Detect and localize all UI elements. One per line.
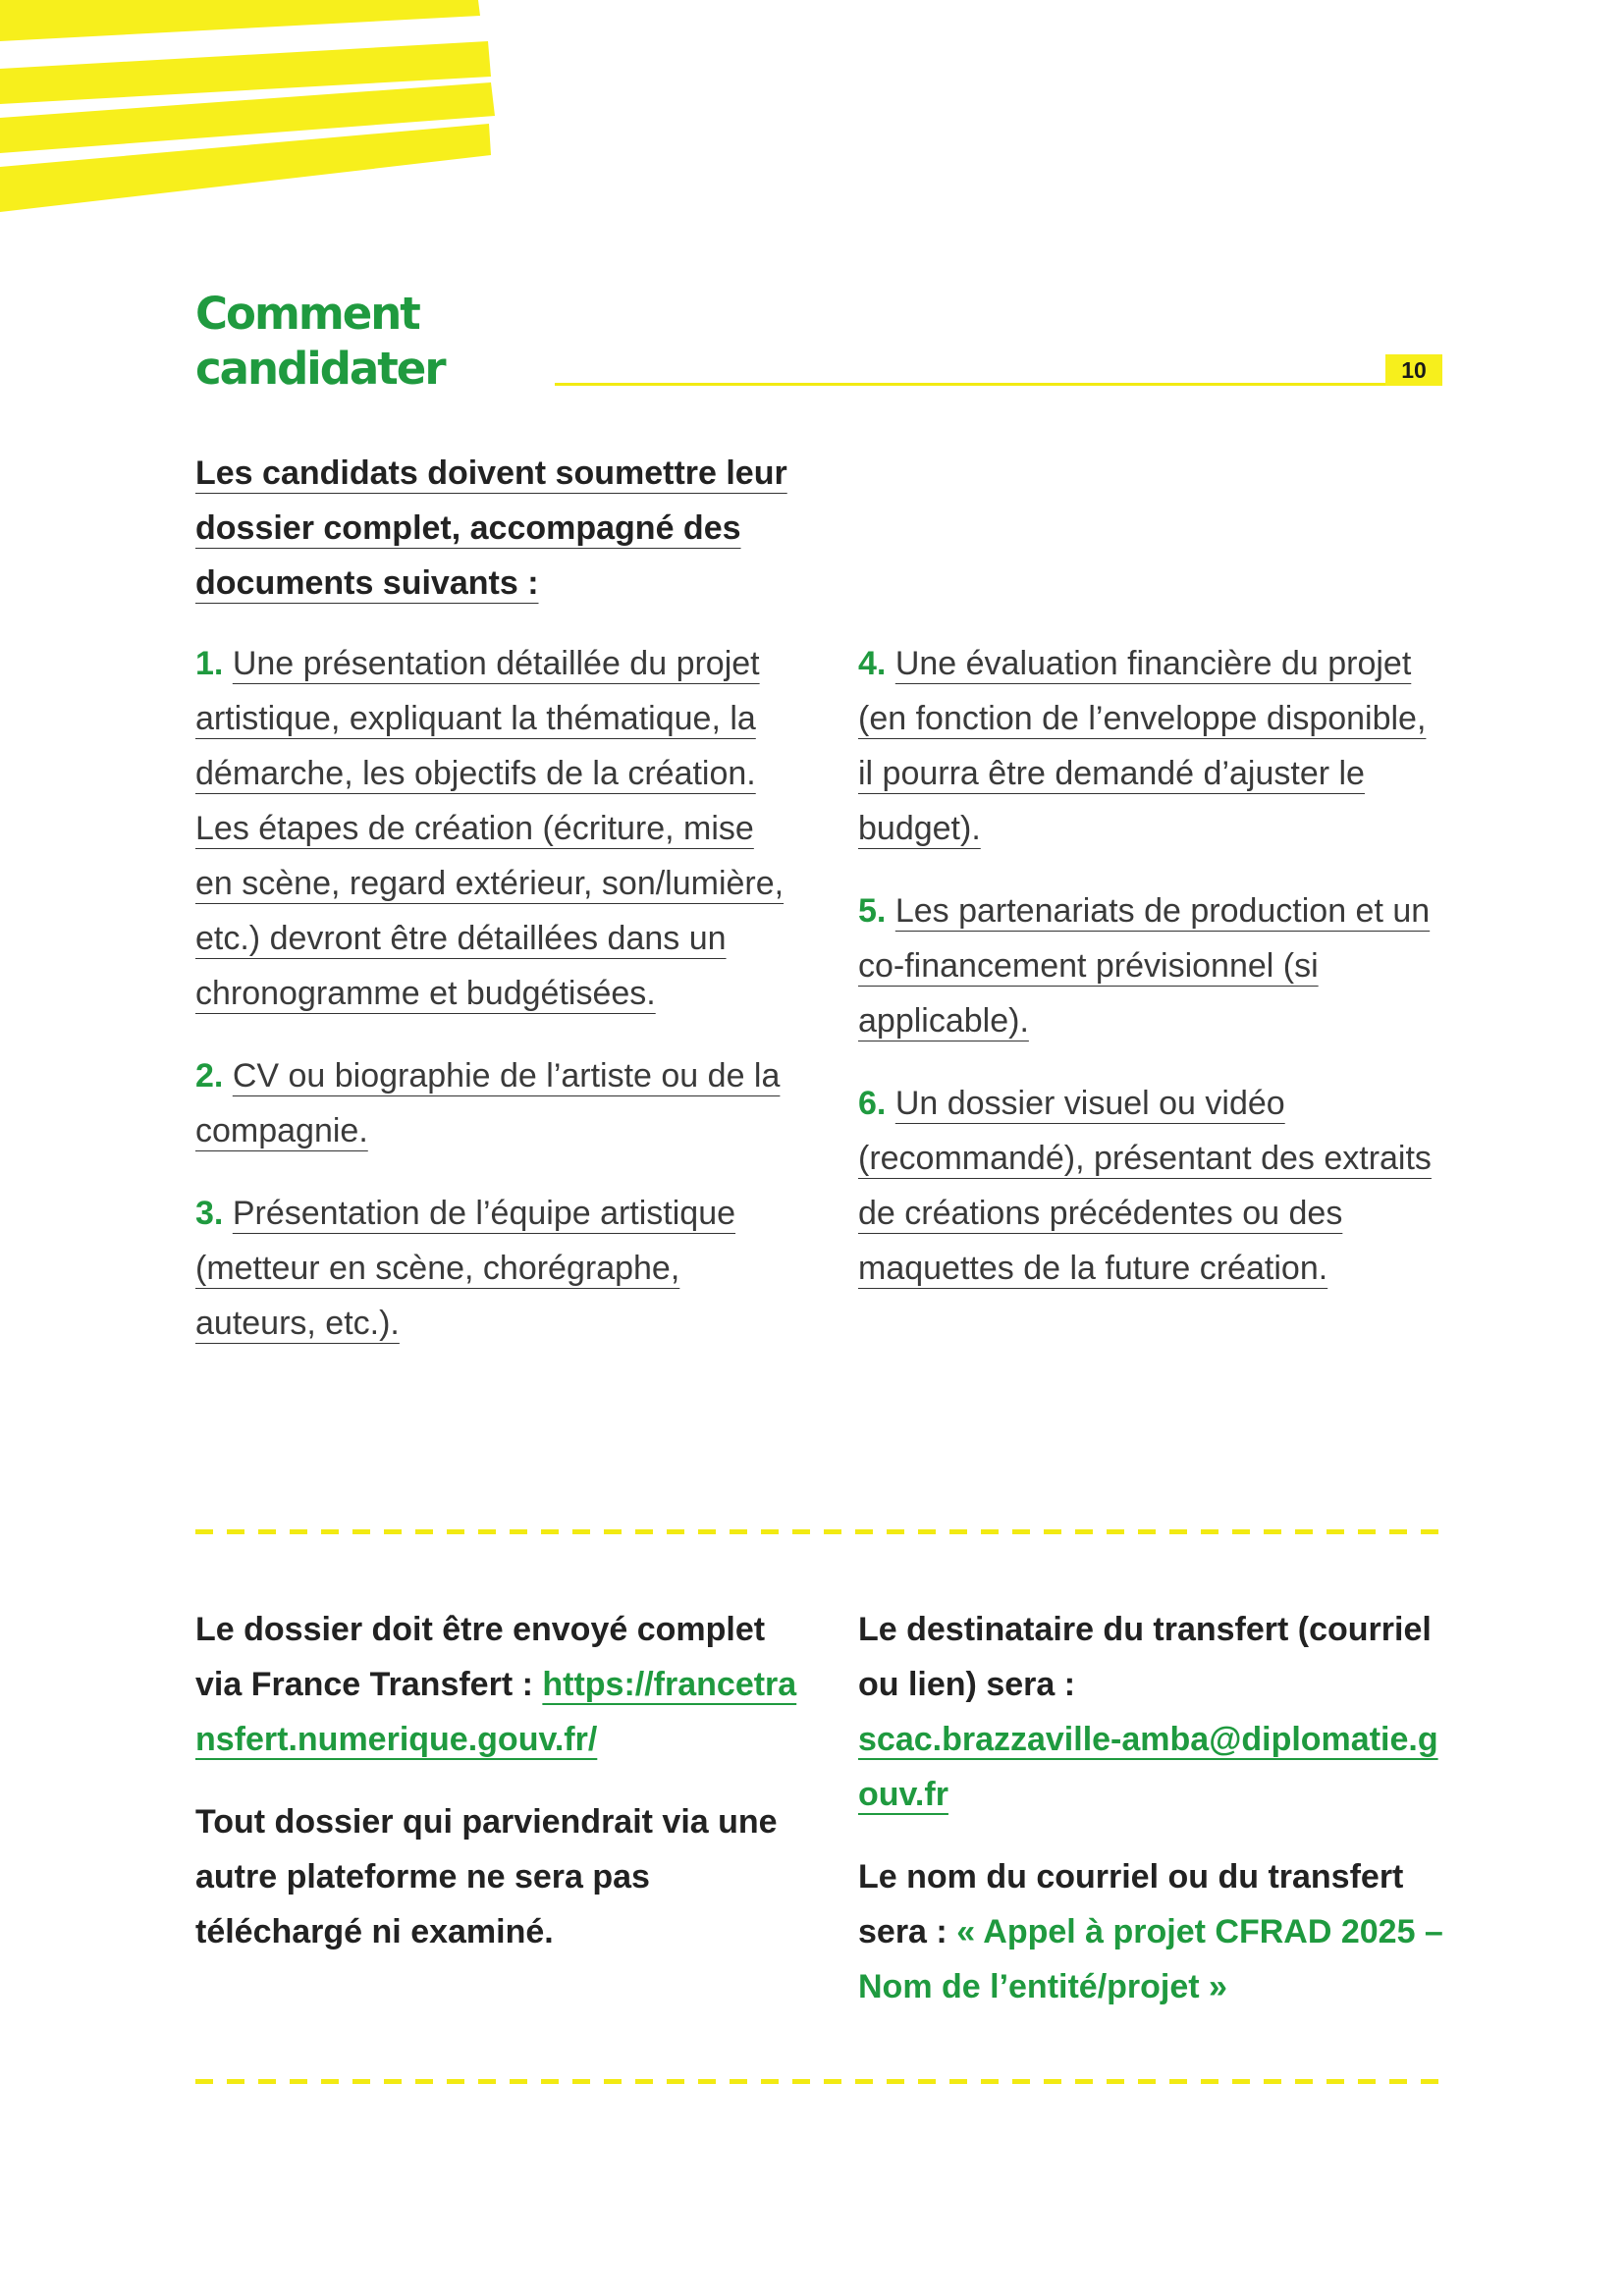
item-text: Un dossier visuel ou vidéo (recommandé), présentant des extraits de créations précédentes ou des maquettes de la future création. xyxy=(858,1085,1432,1287)
requirement-item-5 xyxy=(858,883,1447,1048)
transfer-name-value: « Appel à projet CFRAD 2025 – Nom de l’entité/projet » xyxy=(858,1913,1443,2005)
requirement-item-6 xyxy=(858,1076,1447,1296)
requirement-item-2 xyxy=(195,1048,785,1158)
intro-text: Les candidats doivent soumettre leur dossier complet, accompagné des documents suivants : xyxy=(195,454,787,602)
requirements-left-column xyxy=(195,636,785,1378)
dashed-divider-top xyxy=(195,1529,1442,1534)
send-text: Le dossier doit être envoyé complet via France Transfert : xyxy=(195,1611,766,1703)
requirement-item-1 xyxy=(195,636,785,1021)
recipient-instructions xyxy=(858,1602,1447,2042)
recipient-text: Le destinataire du transfert (courriel ou lien) sera : xyxy=(858,1611,1432,1703)
item-number: 3. xyxy=(195,1195,224,1232)
transfer-name-info xyxy=(858,1849,1447,2014)
send-instructions xyxy=(195,1602,804,1767)
item-number: 2. xyxy=(195,1057,224,1095)
item-text: Une évaluation financière du projet (en fonction de l’enveloppe disponible, il pourra être demandé d’ajuster le budget). xyxy=(858,645,1427,847)
requirement-item-4 xyxy=(858,636,1447,856)
title-line-2: candidater xyxy=(195,343,445,395)
item-text: Présentation de l’équipe artistique (metteur en scène, chorégraphe, auteurs, etc.). xyxy=(195,1195,736,1342)
dashed-divider-bottom xyxy=(195,2079,1442,2084)
title-divider xyxy=(555,383,1389,386)
item-text: Les partenariats de production et un co-financement prévisionnel (si applicable). xyxy=(858,892,1431,1040)
page-title xyxy=(195,287,445,397)
item-text: Une présentation détaillée du projet artistique, expliquant la thématique, la démarche, les objectifs de la création. xyxy=(195,645,760,792)
decorative-stripes xyxy=(0,0,511,236)
item-number: 1. xyxy=(195,645,224,682)
item-number: 6. xyxy=(858,1085,887,1122)
page-number: 10 xyxy=(1385,354,1442,386)
title-line-1: Comment xyxy=(195,288,419,340)
item-number: 5. xyxy=(858,892,887,930)
requirement-item-3 xyxy=(195,1186,785,1351)
france-transfert-link[interactable]: https://francetransfert.numerique.gouv.fr/ xyxy=(195,1666,797,1758)
requirements-right-column xyxy=(858,636,1447,1323)
recipient-email-link[interactable]: scac.brazzaville-amba@diplomatie.gouv.fr xyxy=(858,1721,1438,1813)
item-extra-text: Les étapes de création (écriture, mise en scène, regard extérieur, son/lumière, etc.) devront être détaillées dans un chronogramme et budgétisées. xyxy=(195,810,785,1012)
transfer-name-text: Le nom du courriel ou du transfert sera : xyxy=(858,1858,1404,1950)
platform-warning: Tout dossier qui parviendrait via une autre plateforme ne sera pas téléchargé ni examiné. xyxy=(195,1803,778,1950)
item-text: CV ou biographie de l’artiste ou de la compagnie. xyxy=(195,1057,781,1149)
recipient-info xyxy=(858,1602,1447,1822)
item-number: 4. xyxy=(858,645,887,682)
submission-instructions xyxy=(195,1602,804,1987)
